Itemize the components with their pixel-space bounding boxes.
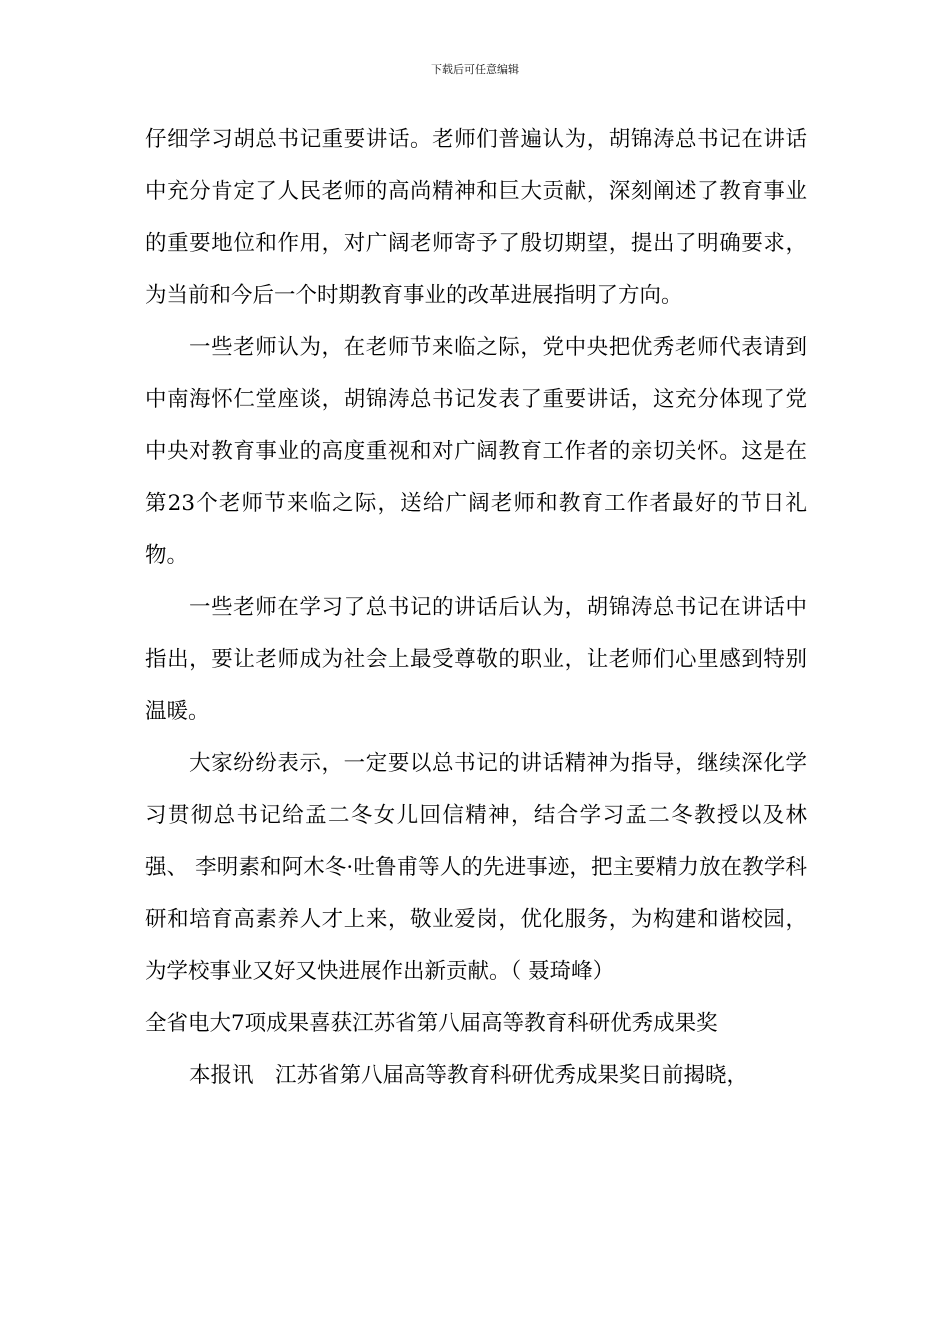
news-lead: 本报讯 江苏省第八届高等教育科研优秀成果奖日前揭晓， [189,1063,749,1088]
news-title: 全省电大7项成果喜获江苏省第八届高等教育科研优秀成果奖 [145,1011,718,1036]
paragraph-2: 一些老师认为，在老师节来临之际，党中央把优秀老师代表请到中南海怀仁堂座谈，胡锦涛总书记发表了重要讲话，这充分体现了党中央对教育事业的高度重视和对广阔教育工作者的亲切关怀。这是在第23个老师节来临之际，送给广阔老师和教育工作者最好的节日礼物。 [145,335,807,568]
paragraph-3: 一些老师在学习了总书记的讲话后认为，胡锦涛总书记在讲话中指出，要让老师成为社会上最受尊敬的职业，让老师们心里感到特别温暖。 [145,595,807,724]
document-body [145,114,807,1102]
paragraph-1: 仔细学习胡总书记重要讲话。老师们普遍认为，胡锦涛总书记在讲话中充分肯定了人民老师的高尚精神和巨大贡献，深刻阐述了教育事业的重要地位和作用，对广阔老师寄予了殷切期望，提出了明确要求，为当前和今后一个时期教育事业的改革进展指明了方向。 [145,127,807,308]
paragraph-4: 大家纷纷表示，一定要以总书记的讲话精神为指导，继续深化学习贯彻总书记给孟二冬女儿回信精神，结合学习孟二冬教授以及林强、 李明素和阿木冬·吐鲁甫等人的先进事迹，把主要精力放在教学科研和培育高素养人才上来，敬业爱岗，优化服务，为构建和谐校园，为学校事业又好又快进展作出新贡献。（ 聂琦峰） [145,751,807,984]
page-header: 下载后可任意编辑 [431,63,519,76]
